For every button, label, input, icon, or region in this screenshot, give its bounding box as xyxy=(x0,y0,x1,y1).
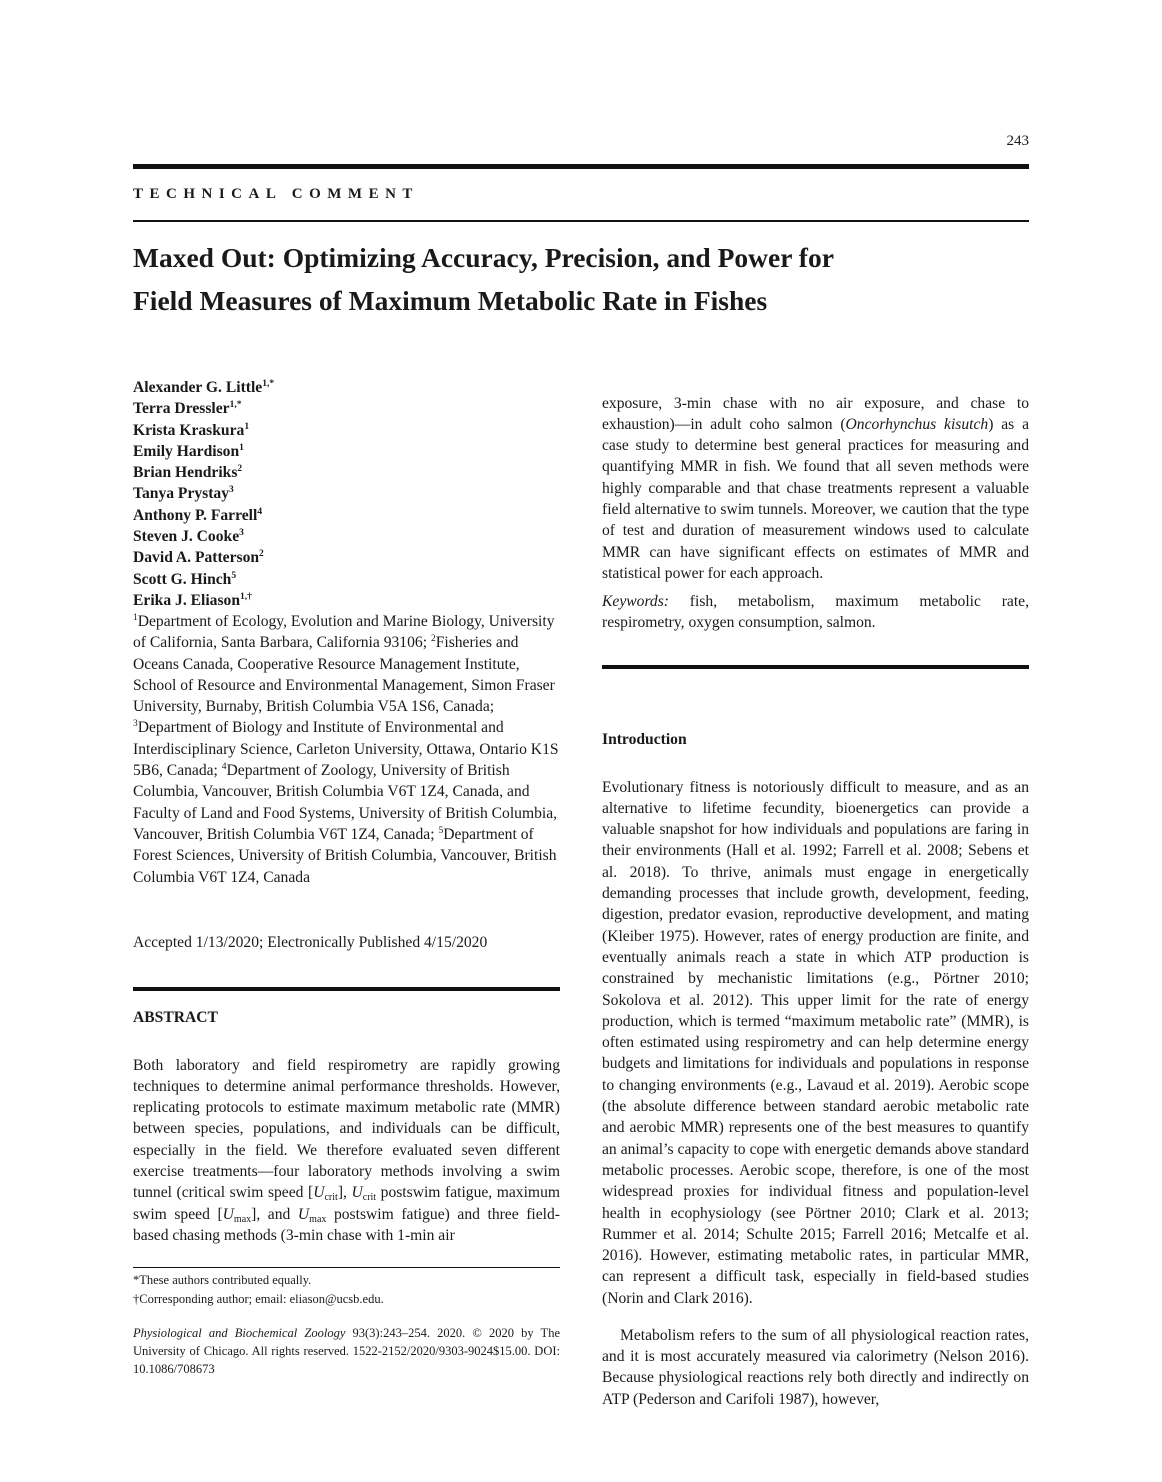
keywords: Keywords: fish, metabolism, maximum metabolic rate, respirometry, oxygen consumption, salmon. xyxy=(602,593,1029,632)
footnotes xyxy=(133,1271,560,1309)
author-list xyxy=(133,377,560,611)
title-line-2: Field Measures of Maximum Metabolic Rate in Fishes xyxy=(133,285,768,316)
section-label: TECHNICAL COMMENT xyxy=(133,186,419,202)
page-number: 243 xyxy=(1006,133,1029,149)
author: Erika J. Eliason$^{1,\dagger}$ xyxy=(133,591,252,609)
author: Alexander G. Little$^{1,*}$ xyxy=(133,379,275,396)
author: Krista Kraskura$^1$ xyxy=(133,421,250,439)
header-rule xyxy=(133,220,1029,222)
abstract-continued: exposure, 3-min chase with no air exposure, and chase to exhaustion)—in adult coho salmon (Oncorhynchus kisutch) as a case study to determine best general practices for measuring and quantifying MMR in fish. We found that all seven methods were highly comparable and that chase treatments represent a valuable field alternative to swim tunnels. Moreover, we caution that the type of test and duration of measurement windows used to calculate MMR can have significant effects on estimates of MMR and statistical power for each approach. xyxy=(602,394,1029,582)
paragraph: Evolutionary fitness is notoriously difficult to measure, and as an alternative to lifetime fecundity, bioenergetics can provide a valuable snapshot for how individuals and populations are faring in their environments (Hall et al. 1992; Farrell et al. 2008; Sebens et al. 2018). To thrive, animals must engage in energetically demanding processes that include growth, development, feeding, digestion, predator evasion, reproductive development, and mating (Kleiber 1975). However, rates of energy production are finite, and eventually animals reach a state in which ATP production is constrained by mechanistic limitations (e.g., Pörtner 2010; Sokolova et al. 2012). This upper limit for the rate of energy production, which is termed “maximum metabolic rate” (MMR), is often estimated using respirometry and can help determine energy budgets and limitations for individuals and populations in response to changing environments (e.g., Lavaud et al. 2019). Aerobic scope (the absolute difference between standard aerobic metabolic rate and aerobic MMR) represents one of the best measures to quantify an animal’s capacity to cope with energetic demands above standard metabolic processes. Aerobic scope, therefore, is one of the most widespread proxies for individual fitness and population-level health in ecophysiology (see Pörtner 2010; Clark et al. 2013; Rummer et al. 2014; Schulte 2015; Farrell 2016; Metcalfe et al. 2016). However, estimating metabolic rates, in particular MMR, can represent a difficult task, especially in field-based studies (Norin and Clark 2016). xyxy=(602,778,1029,1307)
section-rule xyxy=(602,665,1029,669)
abstract-text: Both laboratory and field respirometry are rapidly growing techniques to determine animal performance thresholds. However, replicating protocols to estimate maximum metabolic rate (MMR) between species, populations, and individuals can be difficult, especially in the field. We therefore evaluated seven different exercise treatments—four laboratory methods involving a swim tunnel (critical swim speed $[U_{crit}]$, $U_{crit}$ postswim fatigue, maximum swim speed $[U_{max}]$, and $U_{max}$ postswim fatigue) and three field-based chasing methods (3-min chase with 1-min air xyxy=(133,1056,560,1244)
author: Anthony P. Farrell$^4$ xyxy=(133,506,263,524)
introduction-text xyxy=(602,761,1029,1425)
footnote-equal-contribution: *These authors contributed equally. xyxy=(133,1273,312,1287)
article-title xyxy=(133,236,1029,322)
author: Steven J. Cooke$^3$ xyxy=(133,528,244,546)
affiliations: $^1$Department of Ecology, Evolution and Marine Biology, University of California, Santa Barbara, California 93106; $^2$Fisheries and Oceans Canada, Cooperative Resource Management Institute, School of Resource and Environmental Management, Simon Fraser University, Burnaby, British Columbia V5A 1S6, Canada; $^3$Department of Biology and Institute of Environmental and Interdisciplinary Science, Carleton University, Ottawa, Ontario K1S 5B6, Canada; $^4$Department of Zoology, University of British Columbia, Vancouver, British Columbia V6T 1Z4, Canada, and Faculty of Land and Food Systems, University of British Columbia, Vancouver, British Columbia V6T 1Z4, Canada; $^5$Department of Forest Sciences, University of British Columbia, Vancouver, British Columbia V6T 1Z4, Canada xyxy=(133,613,559,886)
publication-dates: Accepted 1/13/2020; Electronically Published 4/15/2020 xyxy=(133,934,488,951)
author: Terra Dressler$^{1,*}$ xyxy=(133,400,242,418)
title-line-1: Maxed Out: Optimizing Accuracy, Precision, and Power for xyxy=(133,242,834,273)
abstract-rule xyxy=(133,987,560,991)
footnote-corresponding-author: †Corresponding author; email: eliason@ucsb.edu. xyxy=(133,1292,384,1306)
abstract-heading: ABSTRACT xyxy=(133,1009,218,1026)
author: David A. Patterson$^2$ xyxy=(133,549,264,567)
author: Brian Hendriks$^2$ xyxy=(133,464,243,482)
paragraph: Metabolism refers to the sum of all physiological reaction rates, and it is most accurately measured via calorimetry (Nelson 2016). Because physiological reactions rely both directly and indirectly on ATP (Pederson and Carifoli 1987), however, xyxy=(602,1326,1029,1408)
footnote-rule xyxy=(133,1267,560,1268)
author: Emily Hardison$^1$ xyxy=(133,442,244,460)
journal-citation: Physiological and Biochemical Zoology 93(3):243–254. 2020. © 2020 by The University of Chicago. All rights reserved. 1522-2152/2020/9303-9024$15.00. DOI: 10.1086/708673 xyxy=(133,1326,560,1376)
introduction-heading: Introduction xyxy=(602,731,687,748)
top-rule xyxy=(133,164,1029,169)
author: Scott G. Hinch$^5$ xyxy=(133,570,237,588)
author: Tanya Prystay$^3$ xyxy=(133,485,234,503)
